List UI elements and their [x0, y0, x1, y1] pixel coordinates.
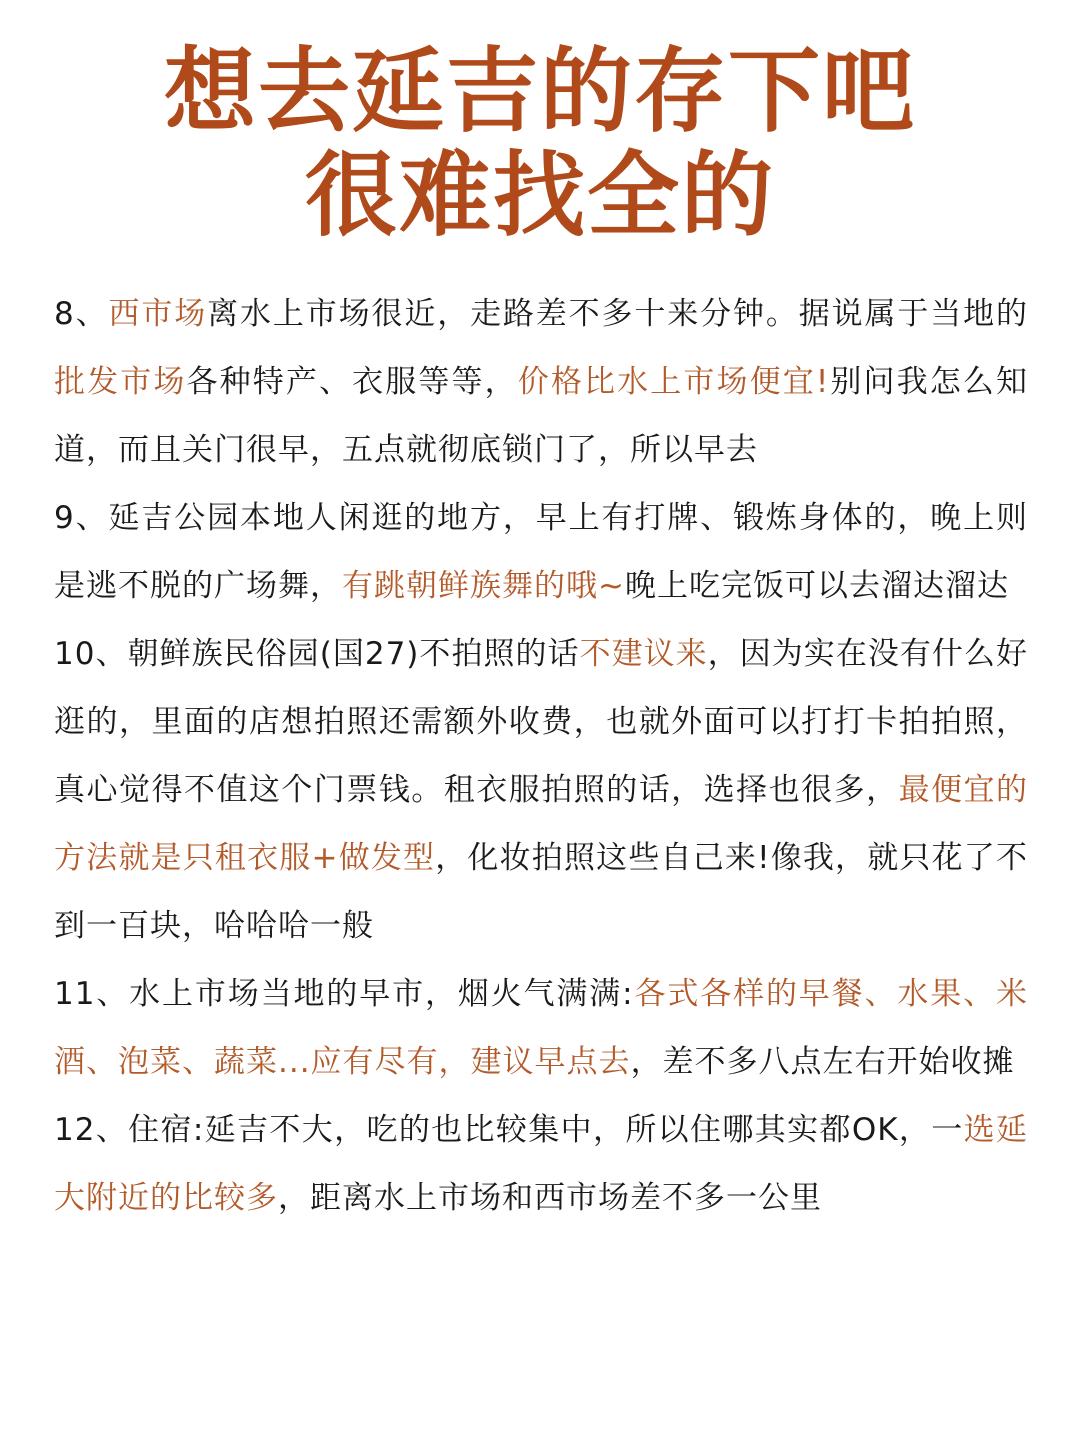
tip-highlight: 价格比水上市场便宜! [517, 364, 830, 400]
page-title [0, 40, 1080, 248]
tip-text: 8、 [54, 296, 109, 332]
tip-text: 别问我怎么知道，而且关门很早，五点就彻底锁门了，所以早去 [54, 364, 1029, 468]
tip-highlight: 各式各样的早餐、水果、米酒、泡菜、蔬菜...应有尽有，建议早点去 [54, 976, 1028, 1080]
tip-item-11 [54, 960, 1028, 1096]
tip-text: ，化妆拍照这些自己来!像我，就只花了不到一百块，哈哈哈一般 [54, 840, 1028, 944]
tip-text: 12、住宿:延吉不大，吃的也比较集中，所以住哪其实都OK，一 [54, 1112, 964, 1148]
tip-text: ，因为实在没有什么好逛的，里面的店想拍照还需额外收费，也就外面可以打打卡拍拍照，真心觉得不值这个门票钱。租衣服拍照的话，选择也很多， [54, 636, 1028, 808]
tip-highlight: 批发市场 [54, 364, 187, 400]
tips-list [54, 280, 1028, 1232]
tip-text: ，差不多八点左右开始收摊 [630, 1044, 1015, 1080]
tip-highlight: 有跳朝鲜族舞的哦~ [342, 568, 625, 604]
tip-highlight: 不建议来 [579, 636, 708, 672]
tip-highlight: 选延大附近的比较多 [54, 1112, 1028, 1216]
tip-text: 11、水上市场当地的早市，烟火气满满: [54, 976, 634, 1012]
title-line-2: 很难找全的 [304, 142, 775, 249]
tip-text: 晚上吃完饭可以去溜达溜达 [624, 568, 1009, 604]
tip-item-8 [54, 280, 1028, 484]
tip-item-9 [54, 484, 1028, 620]
tip-highlight: 西市场 [108, 296, 208, 332]
title-line-1: 想去延吉的存下吧 [163, 38, 916, 145]
tip-text: 离水上市场很近，走路差不多十来分钟。据说属于当地的 [207, 296, 1029, 332]
tip-text: 10、朝鲜族民俗园(国27)不拍照的话 [54, 636, 580, 672]
tip-text: 9、延吉公园本地人闲逛的地方，早上有打牌、锻炼身体的，晚上则是逃不脱的广场舞， [54, 500, 1028, 604]
tip-text: 各种特产、衣服等等， [186, 364, 518, 400]
tip-item-10 [54, 620, 1028, 960]
tip-highlight: 最便宜的方法就是只租衣服+做发型 [54, 772, 1029, 876]
tip-text: ，距离水上市场和西市场差不多一公里 [278, 1180, 822, 1216]
tip-item-12 [54, 1096, 1028, 1232]
